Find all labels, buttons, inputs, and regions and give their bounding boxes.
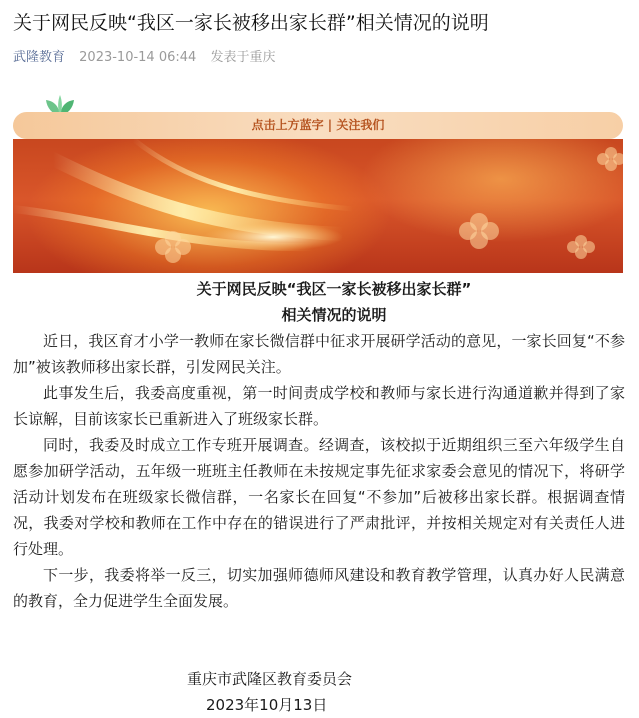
publish-time: 2023-10-14 06:44 <box>79 50 197 65</box>
article-body <box>13 276 625 718</box>
publish-location: 发表于重庆 <box>210 50 276 65</box>
article-heading-line2: 相关情况的说明 <box>281 306 387 324</box>
account-name-link[interactable]: 武隆教育 <box>13 50 66 65</box>
article-meta <box>13 48 275 68</box>
signature-date: 2023年10月13日 <box>206 696 328 714</box>
paragraph-4: 下一步，我委将举一反三，切实加强师德师风建设和教育教学管理，认真办好人民满意的教育，全力促进学生全面发展。 <box>13 566 625 610</box>
paragraph-1: 近日，我区育才小学一教师在家长微信群中征求开展研学活动的意见，一家长回复“不参加”被该教师移出家长群，引发网民关注。 <box>13 332 625 376</box>
paragraph-3: 同时，我委及时成立工作专班开展调查。经调查，该校拟于近期组织三至六年级学生自愿参加研学活动，五年级一班班主任教师在未按规定事先征求家委会意见的情况下，将研学活动计划发布在班级家长微信群，一名家长在回复“不参加”后被移出家长群。根据调查情况，我委对学校和教师在工作中存在的错误进行了严肃批评，并按相关规定对有关责任人进行处理。 <box>13 436 625 558</box>
follow-us-banner[interactable]: 点击上方蓝字 | 关注我们 <box>13 112 623 139</box>
decorative-banner-image <box>13 139 623 273</box>
signature-organization: 重庆市武隆区教育委员会 <box>187 670 353 688</box>
article-heading-line1: 关于网民反映“我区一家长被移出家长群” <box>196 280 472 298</box>
article-title: 关于网民反映“我区一家长被移出家长群”相关情况的说明 <box>13 12 489 34</box>
paragraph-2: 此事发生后，我委高度重视，第一时间责成学校和教师与家长进行沟通道歉并得到了家长谅解，目前该家长已重新进入了班级家长群。 <box>13 384 625 428</box>
